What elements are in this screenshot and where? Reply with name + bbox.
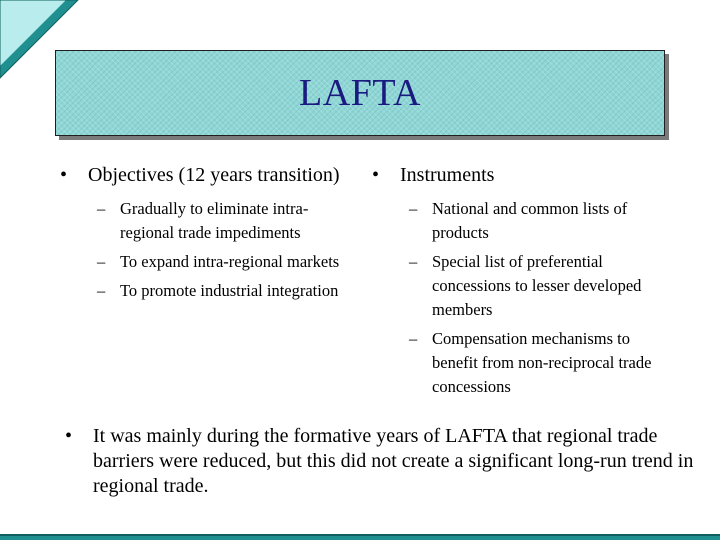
bottom-accent-bar <box>0 534 720 540</box>
objectives-label: Objectives (12 years transition) <box>88 164 340 186</box>
objectives-sub-list <box>60 197 360 303</box>
conclusion-text: It was mainly during the formative years of LAFTA that regional trade barriers were reduced, but this did not create a significant long-run trend in regional trade. <box>93 425 694 497</box>
sub-item: – National and common lists of products <box>409 199 628 242</box>
left-column <box>60 163 360 308</box>
slide-title: LAFTA <box>299 72 421 114</box>
bullet-dot-icon: • <box>60 164 68 186</box>
dash-icon: – <box>409 252 418 271</box>
instruments-bullet <box>372 163 672 187</box>
objectives-bullet <box>60 163 360 187</box>
sub-item: – To promote industrial integration <box>97 279 360 303</box>
bullet-dot-icon: • <box>65 425 73 447</box>
sub-item: – Special list of preferential concessions to lesser developed members <box>409 252 642 319</box>
title-box <box>55 50 665 136</box>
dash-icon: – <box>409 199 418 218</box>
dash-icon: – <box>409 329 418 348</box>
sub-item: – To expand intra-regional markets <box>97 250 360 274</box>
instruments-sub-list <box>372 197 672 399</box>
right-column <box>372 163 672 404</box>
bullet-dot-icon: • <box>372 164 380 186</box>
dash-icon: – <box>97 199 106 218</box>
sub-item: – Compensation mechanisms to benefit from non-reciprocal trade concessions <box>409 329 652 396</box>
sub-item: – Gradually to eliminate intra-regional trade impediments <box>97 199 309 242</box>
instruments-label: Instruments <box>400 164 495 186</box>
dash-icon: – <box>97 252 106 271</box>
dash-icon: – <box>97 281 106 300</box>
conclusion-bullet <box>65 424 703 499</box>
